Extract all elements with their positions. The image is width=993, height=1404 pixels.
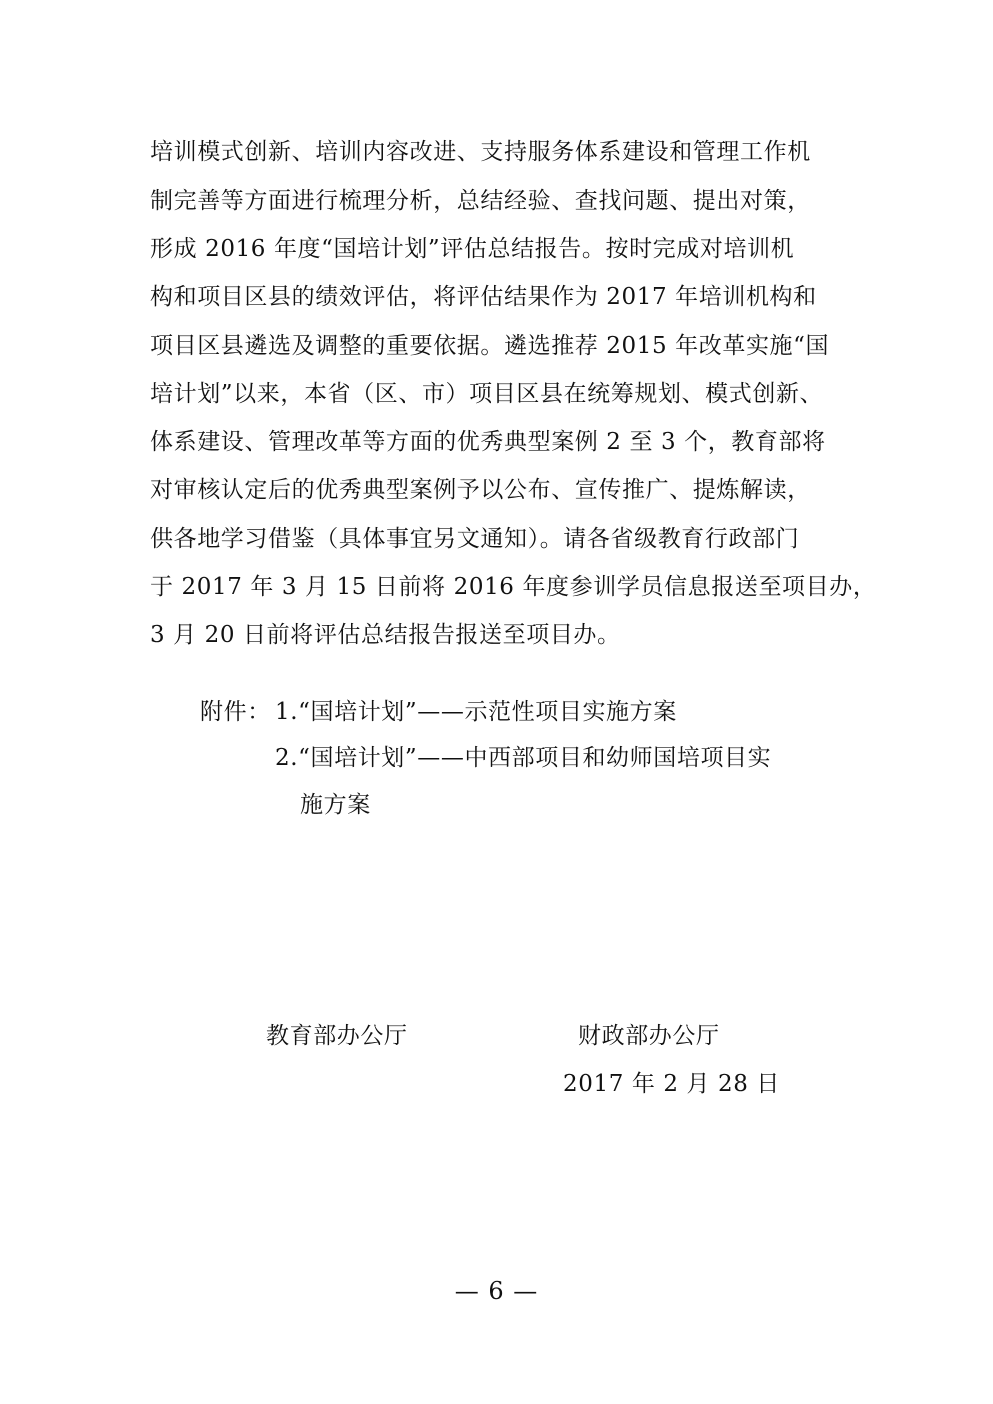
attachments-label: 附件： [200,699,271,725]
paragraph-line: 项目区县遴选及调整的重要依据。遴选推荐 2015 年改革实施“国 [150,333,830,359]
attachment-item: 2.“国培计划”——中西部项目和幼师国培项目实 [275,745,772,771]
paragraph-line: 形成 2016 年度“国培计划”评估总结报告。按时完成对培训机 [150,236,795,262]
issue-date: 2017 年 2 月 28 日 [563,1071,780,1097]
paragraph-line: 制完善等方面进行梳理分析，总结经验、查找问题、提出对策， [150,188,811,214]
issuer-name: 教育部办公厅 [266,1023,408,1049]
paragraph-line: 对审核认定后的优秀典型案例予以公布、宣传推广、提炼解读， [150,477,811,503]
paragraph-line: 构和项目区县的绩效评估，将评估结果作为 2017 年培训机构和 [150,284,817,310]
page-number: — 6 — [454,1277,539,1305]
paragraph-line: 3 月 20 日前将评估总结报告报送至项目办。 [150,622,621,648]
issuer-name: 财政部办公厅 [578,1023,720,1049]
paragraph-line: 体系建设、管理改革等方面的优秀典型案例 2 至 3 个，教育部将 [150,429,826,455]
paragraph-line: 供各地学习借鉴（具体事宜另文通知）。请各省级教育行政部门 [150,526,800,552]
paragraph-line: 培训模式创新、培训内容改进、支持服务体系建设和管理工作机 [150,139,811,165]
paragraph-line: 培计划”以来，本省（区、市）项目区县在统筹规划、模式创新、 [150,381,824,407]
attachment-item-continuation: 施方案 [300,792,371,818]
paragraph-line: 于 2017 年 3 月 15 日前将 2016 年度参训学员信息报送至项目办， [150,574,877,600]
attachment-item: 1.“国培计划”——示范性项目实施方案 [275,699,677,725]
